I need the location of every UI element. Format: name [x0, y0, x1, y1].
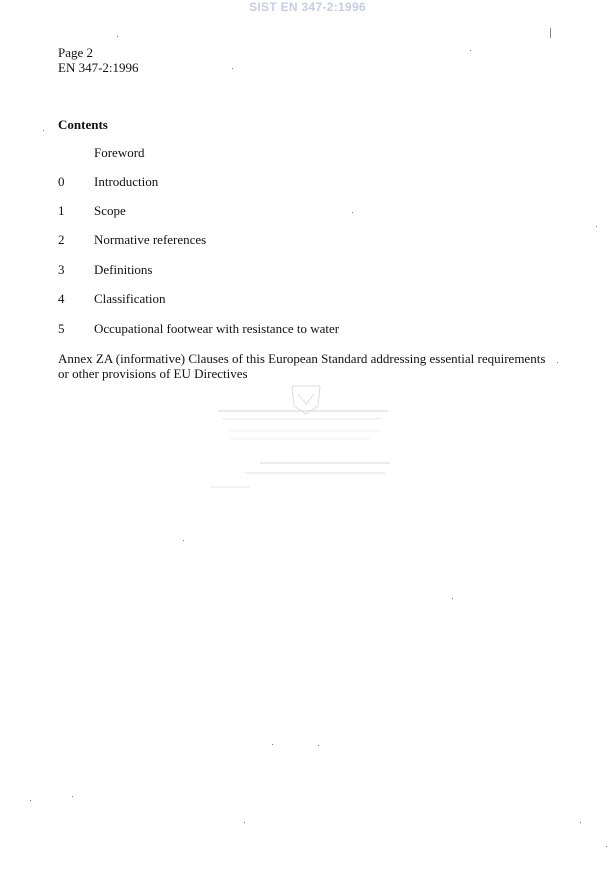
toc-label: Occupational footwear with resistance to water	[94, 321, 340, 336]
page-header	[58, 45, 139, 75]
scan-speck	[232, 68, 233, 69]
scan-speck	[244, 822, 245, 823]
scan-speck	[352, 212, 353, 213]
scan-speck	[580, 822, 581, 823]
scan-speck	[596, 226, 597, 227]
standard-id: EN 347-2:1996	[58, 60, 139, 75]
page-number: Page 2	[58, 45, 94, 60]
stamp-shield-shape	[292, 386, 320, 414]
scan-speck	[117, 36, 118, 37]
scan-speck	[272, 744, 273, 745]
scan-speck	[606, 846, 607, 847]
watermark-header: SIST EN 347-2:1996	[249, 0, 366, 14]
scan-speck	[72, 796, 73, 797]
toc-label: Normative references	[94, 232, 207, 247]
toc-number: 5	[58, 321, 65, 336]
scan-mark	[550, 28, 551, 38]
scan-speck	[557, 362, 558, 363]
toc-label: Foreword	[94, 145, 145, 160]
contents-heading: Contents	[58, 117, 108, 132]
scan-speck	[30, 800, 31, 801]
toc-label: Scope	[94, 203, 126, 218]
stamp-shield-mark	[298, 394, 314, 404]
toc-number: 0	[58, 174, 65, 189]
toc-number: 2	[58, 232, 65, 247]
scan-speck	[470, 50, 471, 51]
scan-speck	[43, 130, 44, 131]
faded-stamp-image	[200, 380, 400, 500]
toc-number: 4	[58, 291, 65, 306]
toc-label: Introduction	[94, 174, 159, 189]
scan-speck	[183, 540, 184, 541]
toc-label: Definitions	[94, 262, 153, 277]
toc-label: Classification	[94, 291, 166, 306]
scan-speck	[452, 598, 453, 599]
toc-number: 1	[58, 203, 65, 218]
scan-speck	[318, 745, 319, 746]
toc-number: 3	[58, 262, 65, 277]
annex-za-entry: Annex ZA (informative) Clauses of this European Standard addressing essential requirements or other provisions of EU Directives	[58, 351, 546, 381]
